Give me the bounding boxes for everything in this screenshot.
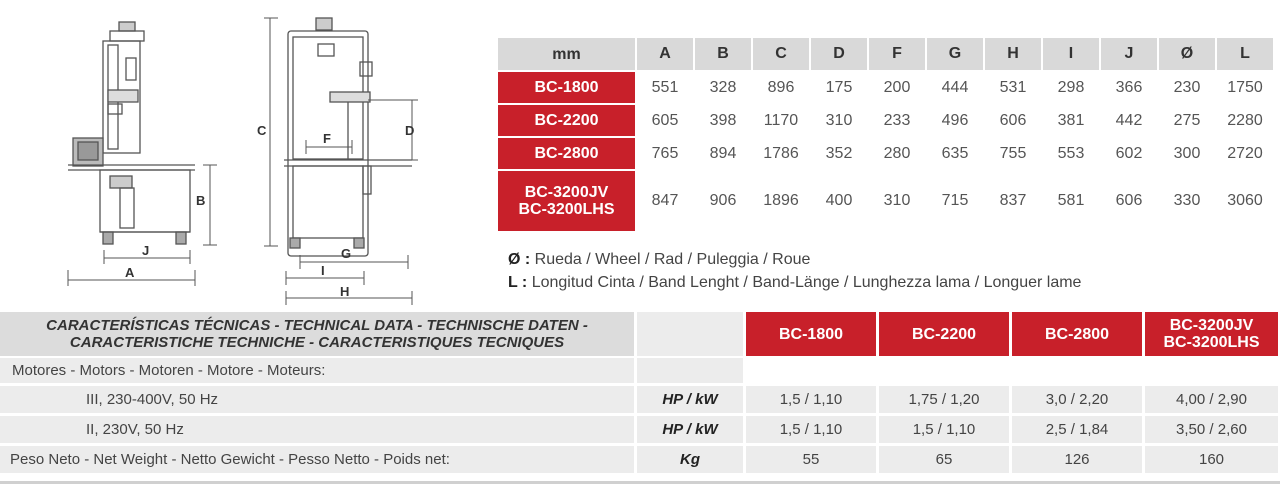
legend-key: Ø : [508, 251, 531, 268]
table-cell: 310 [869, 171, 925, 231]
table-cell: 1170 [753, 105, 809, 136]
model-header: BC-2200 [879, 312, 1009, 356]
table-cell: 1750 [1217, 72, 1273, 103]
table-cell: 715 [927, 171, 983, 231]
table-cell: 531 [985, 72, 1041, 103]
table-cell: 1,5 / 1,10 [746, 386, 876, 413]
model-header-line: BC-3200LHS [1163, 334, 1260, 351]
table-cell: 3060 [1217, 171, 1273, 231]
dim-label-i: I [321, 263, 325, 278]
table-cell: 366 [1101, 72, 1157, 103]
row-label: III, 230-400V, 50 Hz [0, 386, 634, 413]
legend [508, 248, 1081, 294]
legend-key: L : [508, 274, 528, 291]
table-cell: 894 [695, 138, 751, 169]
header-cell: mm [498, 38, 635, 70]
table-row [498, 72, 1273, 103]
table-cell: 442 [1101, 105, 1157, 136]
table-cell: 4,00 / 2,90 [1145, 386, 1278, 413]
table-cell: 233 [869, 105, 925, 136]
table-cell: 2720 [1217, 138, 1273, 169]
table-cell: 3,0 / 2,20 [1012, 386, 1142, 413]
table-cell: 298 [1043, 72, 1099, 103]
table-cell: 606 [1101, 171, 1157, 231]
dim-label-j: J [142, 243, 150, 258]
table-cell: 300 [1159, 138, 1215, 169]
header-cell: H [985, 38, 1041, 70]
table-row [498, 138, 1273, 169]
table-row [498, 105, 1273, 136]
table-cell: 3,50 / 2,60 [1145, 416, 1278, 443]
table-cell: 398 [695, 105, 751, 136]
model-header-line: BC-3200JV [1169, 317, 1254, 334]
table-cell: 1896 [753, 171, 809, 231]
dim-label-d: D [405, 123, 415, 138]
table-cell: 330 [1159, 171, 1215, 231]
model-label-line: BC-3200JV [524, 184, 609, 201]
dim-label-a: A [125, 265, 135, 280]
table-cell: 444 [927, 72, 983, 103]
technical-data-title [0, 312, 634, 356]
header-cell: G [927, 38, 983, 70]
divider [0, 481, 1280, 484]
header-cell: Ø [1159, 38, 1215, 70]
dim-label-g: G [341, 246, 352, 261]
table-cell: 896 [753, 72, 809, 103]
legend-text: Rueda / Wheel / Rad / Puleggia / Roue [530, 251, 811, 268]
model-header: BC-2800 [1012, 312, 1142, 356]
table-cell: 551 [637, 72, 693, 103]
table-cell: 400 [811, 171, 867, 231]
dimensions-header-row [498, 38, 1273, 70]
unit-cell: Kg [637, 446, 743, 473]
title-line: CARACTERÍSTICAS TÉCNICAS - TECHNICAL DATA - TECHNISCHE DATEN - [46, 317, 588, 334]
table-cell: 606 [985, 105, 1041, 136]
header-cell: C [753, 38, 809, 70]
table-cell: 175 [811, 72, 867, 103]
legend-length [508, 271, 1081, 294]
dim-label-f: F [323, 131, 331, 146]
table-cell: 381 [1043, 105, 1099, 136]
table-cell: 496 [927, 105, 983, 136]
table-cell: 847 [637, 171, 693, 231]
table-cell: 65 [879, 446, 1009, 473]
legend-text: Longitud Cinta / Band Lenght / Band-Länge / Lunghezza lama / Longuer lame [527, 274, 1082, 291]
title-line: CARACTERISTICHE TECHNICHE - CARACTERISTIQUES TECNIQUES [69, 334, 565, 351]
table-cell: 1,5 / 1,10 [746, 416, 876, 443]
row-label: Peso Neto - Net Weight - Netto Gewicht - Pesso Netto - Poids net: [0, 446, 634, 473]
dim-label-h: H [340, 284, 350, 299]
header-cell: J [1101, 38, 1157, 70]
table-cell: 1,75 / 1,20 [879, 386, 1009, 413]
unit-cell: HP / kW [637, 416, 743, 443]
table-cell: 55 [746, 446, 876, 473]
table-cell: 837 [985, 171, 1041, 231]
table-cell: 310 [811, 105, 867, 136]
machine-drawings [0, 0, 490, 310]
model-label: BC-2800 [498, 138, 635, 169]
header-cell: F [869, 38, 925, 70]
table-cell: 765 [637, 138, 693, 169]
model-label-line: BC-3200LHS [518, 201, 615, 218]
table-cell: 275 [1159, 105, 1215, 136]
model-header [1145, 312, 1278, 356]
bandsaw-technical-drawing [0, 0, 490, 310]
table-cell: 755 [985, 138, 1041, 169]
header-cell: I [1043, 38, 1099, 70]
table-cell: 635 [927, 138, 983, 169]
unit-header-blank [637, 312, 743, 356]
header-cell: D [811, 38, 867, 70]
row-label: II, 230V, 50 Hz [0, 416, 634, 443]
blank-cell [637, 358, 743, 383]
table-cell: 906 [695, 171, 751, 231]
table-row [498, 171, 1273, 231]
header-cell: B [695, 38, 751, 70]
model-label [498, 171, 635, 231]
table-cell: 160 [1145, 446, 1278, 473]
motors-label: Motores - Motors - Motoren - Motore - Moteurs: [0, 358, 634, 383]
table-cell: 328 [695, 72, 751, 103]
table-cell: 581 [1043, 171, 1099, 231]
unit-cell: HP / kW [637, 386, 743, 413]
legend-wheel [508, 248, 1081, 271]
table-cell: 200 [869, 72, 925, 103]
table-cell: 602 [1101, 138, 1157, 169]
model-label: BC-1800 [498, 72, 635, 103]
header-cell: L [1217, 38, 1273, 70]
model-header: BC-1800 [746, 312, 876, 356]
header-cell: A [637, 38, 693, 70]
dim-label-c: C [257, 123, 267, 138]
table-cell: 1786 [753, 138, 809, 169]
dimensions-table [496, 36, 1275, 233]
table-cell: 230 [1159, 72, 1215, 103]
table-cell: 2,5 / 1,84 [1012, 416, 1142, 443]
dim-label-b: B [196, 193, 206, 208]
table-cell: 605 [637, 105, 693, 136]
table-cell: 1,5 / 1,10 [879, 416, 1009, 443]
table-cell: 352 [811, 138, 867, 169]
table-cell: 2280 [1217, 105, 1273, 136]
table-cell: 126 [1012, 446, 1142, 473]
model-label: BC-2200 [498, 105, 635, 136]
table-cell: 553 [1043, 138, 1099, 169]
table-cell: 280 [869, 138, 925, 169]
